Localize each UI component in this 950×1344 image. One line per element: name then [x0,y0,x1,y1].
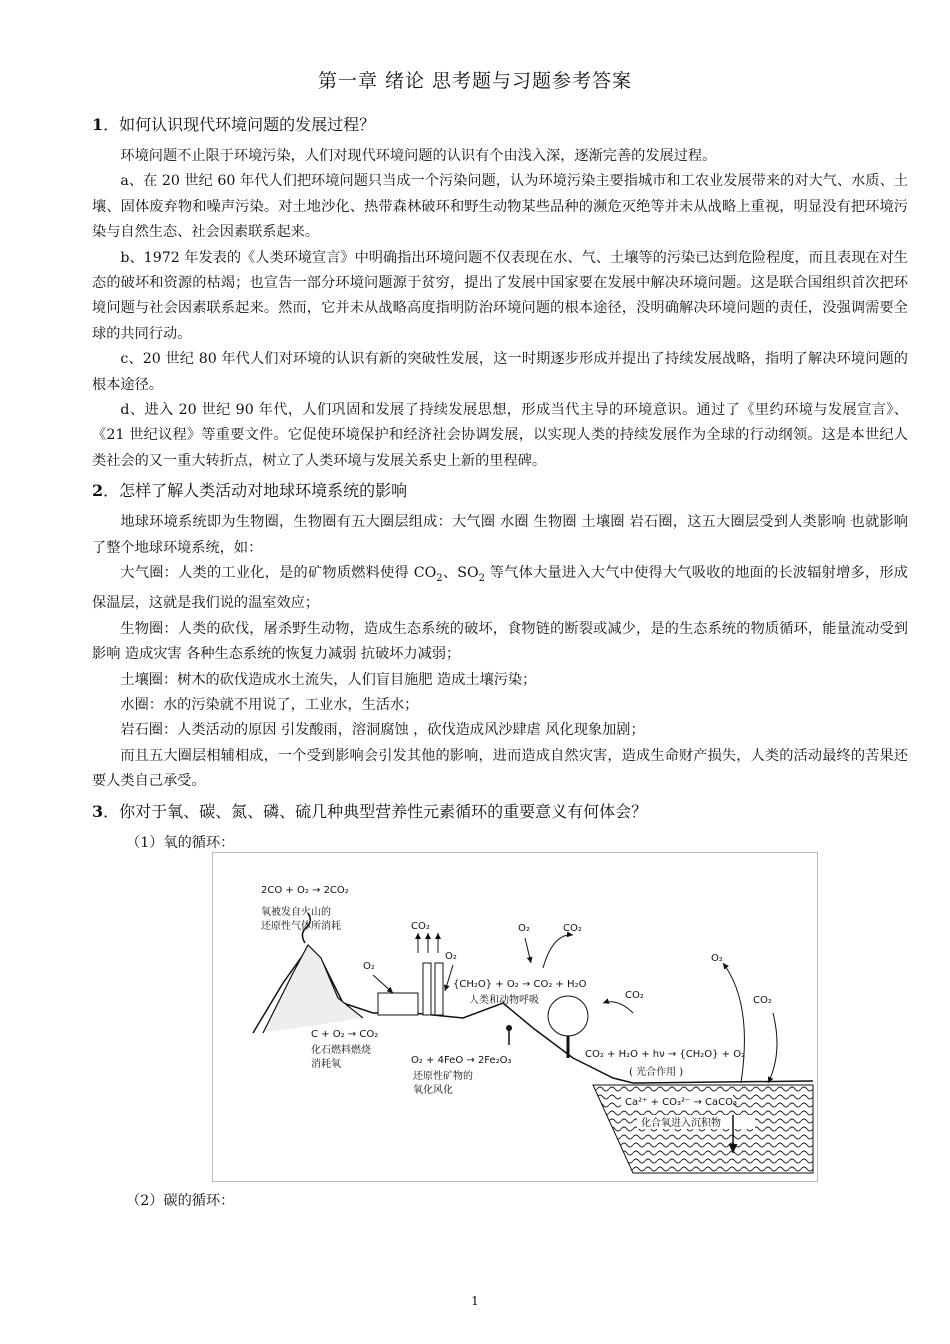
co2-label-right: CO₂ [753,995,772,1006]
question-2 [92,478,908,794]
respiration-equation: {CH₂O} + O₂ → CO₂ + H₂O [453,979,587,990]
oxygen-cycle-label: （1）氧的循环： [126,834,235,851]
question-1-number: 1 [92,115,104,134]
fossil-label-1: 化石燃料燃烧 [311,1045,371,1056]
mineral-label-2: 氧化风化 [413,1085,453,1096]
so2-subscript: 2 [478,572,486,584]
question-1-heading [92,112,908,138]
person-head [506,1025,512,1031]
q2-paragraph-atmosphere [92,561,908,617]
o2-label-right: O₂ [711,953,723,964]
factory-chimney [423,963,431,1015]
sediment-label: 化合氧进入沉积物 [641,1118,721,1129]
q2-paragraph-soil: 土壤圈：树木的砍伐造成水土流失，人们盲目施肥 造成土壤污染； [120,671,537,688]
co2-label-tree: CO₂ [625,990,644,1001]
q2-atmosphere-text-2: 、SO [442,565,479,582]
question-2-heading [92,478,908,504]
o2-label-b: O₂ [445,951,457,962]
chapter-title: 第一章 绪论 思考题与习题参考答案 [317,70,633,92]
fossil-equation: C + O₂ → CO₂ [311,1029,379,1040]
q1-paragraph-b: b、1972 年发表的《人类环境宣言》中明确指出环境问题不仅表现在水、气、土壤等的污染已达到危险程度，而且表现在对生态的破坏和资源的枯竭；也宣告一部分环境问题源于贫穷，提出了发展中国家要在发展中解决环境问题。这是联合国组织首次把环境问题与社会因素联系起来。然而，它并未从战略高度指明防治环境问题的根本途径，没明确解决环境问题的责任，没强调需要全球的共同行动。 [92,249,908,342]
q1-paragraph-c: c、20 世纪 80 年代人们对环境的认识有新的突破性发展，这一时期逐步形成并提出了持续发展战略，指明了解决环境问题的根本途径。 [92,351,908,393]
q1-paragraph-a: a、在 20 世纪 60 年代人们把环境问题只当成一个污染问题，认为环境污染主要指城市和工农业发展带来的对大气、水质、土壤、固体废弃物和噪声污染。对土地沙化、热带森林破环和野生动物某些品种的濒危灭绝等并未从战略上重视，明显没有把环境污染与自然生态、社会因素联系起来。 [92,173,908,241]
co2-tree-arrow [603,1002,633,1013]
co2-arc-arrow [543,935,573,968]
co2-label-a: CO₂ [411,921,430,932]
mineral-label-1: 还原性矿物的 [413,1071,473,1082]
fossil-label-2: 消耗氧 [311,1059,341,1070]
q2-atmosphere-text-3: 等气体大量进入大气中使得大气吸收的地面的长波辐射增多，形成保温层，这就是我们说的温室效应； [92,565,908,612]
o2-down-arrow-2 [445,965,453,991]
q2-paragraph-intro: 地球环境系统即为生物圈，生物圈有五大圈层组成：大气圈 水圈 生物圈 土壤圈 岩石圈，这五大圈层受到人类影响 也就影响了整个地球环境系统，如： [92,514,908,556]
carbon-cycle-label: （2）碳的循环： [126,1193,235,1209]
q2-paragraph-lithosphere: 岩石圈：人类活动的原因 引发酸雨，溶洞腐蚀 ，砍伐造成风沙肆虐 风化现象加剧； [120,722,645,739]
question-3 [92,799,908,856]
oxygen-cycle-figure [212,852,818,1182]
question-3-text: ．你对于氧、碳、氮、磷、硫几种典型营养性元素循环的重要意义有何体会？ [103,801,648,821]
co2-subscript: 2 [436,572,443,584]
q2-paragraph-conclusion: 而且五大圈层相辅相成，一个受到影响会引发其他的影响，进而造成自然灾害，造成生命财产损失，人类的活动最终的苦果还要人类自己承受。 [92,747,908,790]
question-2-text: ．怎样了解人类活动对地球环境系统的影响 [103,481,408,501]
volcano-note-2: 还原性气体所消耗 [261,921,341,932]
question-2-number: 2 [92,481,104,501]
o2-label-a: O₂ [363,961,375,972]
oxygen-cycle-diagram [213,853,817,1181]
q2-paragraph-biosphere: 生物圈：人类的砍伐，屠杀野生动物，造成生态系统的破坏，食物链的断裂或减少，是的生态系统的物质循环，能量流动受到影响 造成灾害 各种生态系统的恢复力减弱 抗破坏力减弱； [92,620,908,663]
factory-chimney-2 [435,963,443,1015]
question-3-number: 3 [92,801,104,821]
tree-crown [548,996,588,1036]
q1-paragraph-intro: 环境问题不止限于环境污染，人们对现代环境问题的认识有个由浅入深，逐渐完善的发展过程。 [120,148,717,164]
factory-building [378,993,418,1015]
o2-label-c: O₂ [518,923,530,934]
page-number: 1 [471,1294,479,1308]
q1-paragraph-d: d、进入 20 世纪 90 年代，人们巩固和发展了持续发展思想，形成当代主导的环境意识。通过了《里约环境与发展宣言》、《21 世纪议程》等重要文件。它促使环境保护和经济社会协调发展，以实现人类的持续发展作为全球的行动纲领。这是本世纪人类社会的又一重大转折点，树立了人类环境与发展关系史上新的里程碑。 [92,402,908,469]
co2-label-b: CO₂ [563,923,582,934]
question-1 [92,112,908,474]
o2-down-arrow-1 [373,975,393,993]
volcano-note-1: 氧被发自火山的 [261,907,331,918]
calcium-equation: Ca²⁺ + CO₃²⁻ → CaCO₃ [625,1097,737,1108]
o2-right-arrow [723,963,744,1083]
photosynthesis-label: ( 光合作用 ) [629,1067,684,1078]
content-body [92,112,908,858]
q2-paragraph-hydrosphere: 水圈：水的污染就不用说了，工业水，生活水； [120,696,419,713]
mineral-equation: O₂ + 4FeO → 2Fe₂O₃ [411,1055,512,1066]
volcano [263,945,363,1033]
respiration-label: 人类和动物呼吸 [469,995,539,1006]
co2-right-arrow [768,1013,777,1083]
eq-top-label: 2CO + O₂ → 2CO₂ [261,885,349,896]
q2-atmosphere-text-1: 大气圈：人类的工业化，是的矿物质燃料使得 CO [120,565,437,582]
question-3-heading [92,799,908,825]
o2-down-arrow-3 [525,938,531,963]
question-1-text: ．如何认识现代环境问题的发展过程？ [103,115,376,134]
photosynthesis-equation: CO₂ + H₂O + hν → {CH₂O} + O₂ [585,1049,746,1060]
